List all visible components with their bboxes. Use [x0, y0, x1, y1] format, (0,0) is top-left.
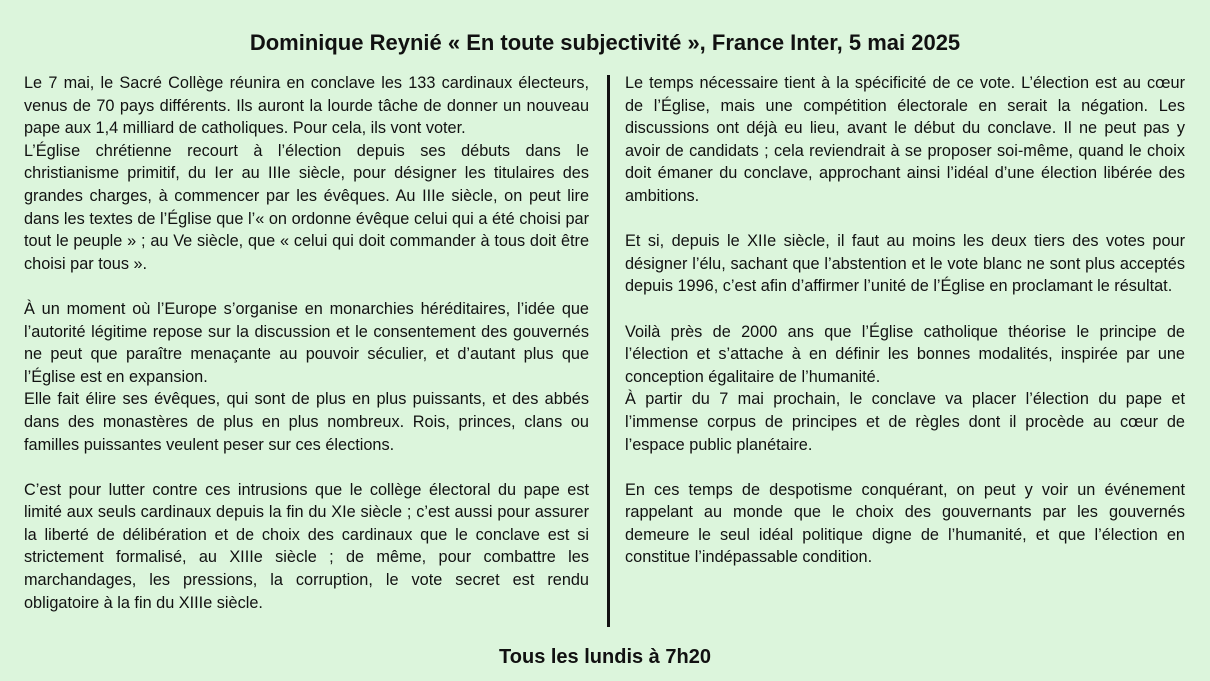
paragraph: Le 7 mai, le Sacré Collège réunira en conclave les 133 cardinaux électeurs, venus de 70 pays différents. Ils auront la lourde tâche de donner un nouveau pape aux 1,4 milliard de catholiques. Pour cela, ils vont voter.: [24, 74, 589, 138]
page-title: Dominique Reynié « En toute subjectivité », France Inter, 5 mai 2025: [249, 30, 961, 55]
paragraph: Elle fait élire ses évêques, qui sont de plus en plus puissants, et des abbés dans des monastères de plus en plus nombreux. Rois, princes, clans ou familles puissantes veulent peser sur ces élections.: [24, 390, 589, 454]
column-divider: [607, 75, 610, 627]
paragraph: Le temps nécessaire tient à la spécificité de ce vote. L’élection est au cœur de l’Église, mais une compétition électorale en serait la négation. Les discussions ont déjà eu lieu, avant le début du conclave. Il ne peut pas y avoir de candidats ; cela reviendrait à se proposer soi-même, quand le choix doit émaner du conclave, approchant ainsi l’idéal d’une élection libérée des ambitions.: [625, 74, 1185, 205]
paragraph: C’est pour lutter contre ces intrusions que le collège électoral du pape est limité aux seuls cardinaux depuis la fin du XIe siècle ; c’est aussi pour assurer la liberté de délibération et de choix des cardinaux que le conclave est si strictement formalisé, au XIIIe siècle ; de même, pour combattre les marchandages, les pressions, la corruption, le vote secret est rendu obligatoire à la fin du XIIIe siècle.: [24, 480, 589, 612]
footer-schedule: Tous les lundis à 7h20: [499, 646, 711, 668]
paragraph: L’Église chrétienne recourt à l’élection depuis ses débuts dans le christianisme primitif, du Ier au IIIe siècle, pour désigner les titulaires des grandes charges, à commencer par les évêques. Au IIIe siècle, on peut lire dans les textes de l’Église que l’« on ordonne évêque celui qui a été choisi par tout le peuple » ; au Ve siècle, que « celui qui doit commander à tous doit être choisi par tous ».: [24, 141, 589, 273]
left-column: [24, 72, 589, 614]
article-body: [24, 72, 1186, 627]
paragraph: À un moment où l’Europe s’organise en monarchies héréditaires, l’idée que l’autorité légitime repose sur la discussion et le consentement des gouvernés ne peut que paraître menaçante au pouvoir séculier, et d’autant plus que l’Église est en expansion.: [24, 299, 589, 386]
paragraph: Et si, depuis le XIIe siècle, il faut au moins les deux tiers des votes pour désigner l’élu, sachant que l’abstention et le vote blanc ne sont plus acceptés depuis 1996, c’est afin d’affirmer l’unité de l’Église en proclamant le résultat.: [625, 232, 1185, 296]
right-column: [625, 72, 1185, 569]
paragraph: À partir du 7 mai prochain, le conclave va placer l’élection du pape et l’immense corpus de principes et de règles dont il procède au cœur de l’espace public planétaire.: [625, 390, 1185, 454]
paragraph: En ces temps de despotisme conquérant, on peut y voir un événement rappelant au monde que le choix des gouvernants par les gouvernés demeure le seul idéal politique digne de l’humanité, et que l’élection en constitue l’indépassable condition.: [625, 480, 1185, 567]
paragraph: Voilà près de 2000 ans que l’Église catholique théorise le principe de l’élection et s’attache à en définir les bonnes modalités, inspirée par une conception égalitaire de l’humanité.: [625, 322, 1185, 386]
